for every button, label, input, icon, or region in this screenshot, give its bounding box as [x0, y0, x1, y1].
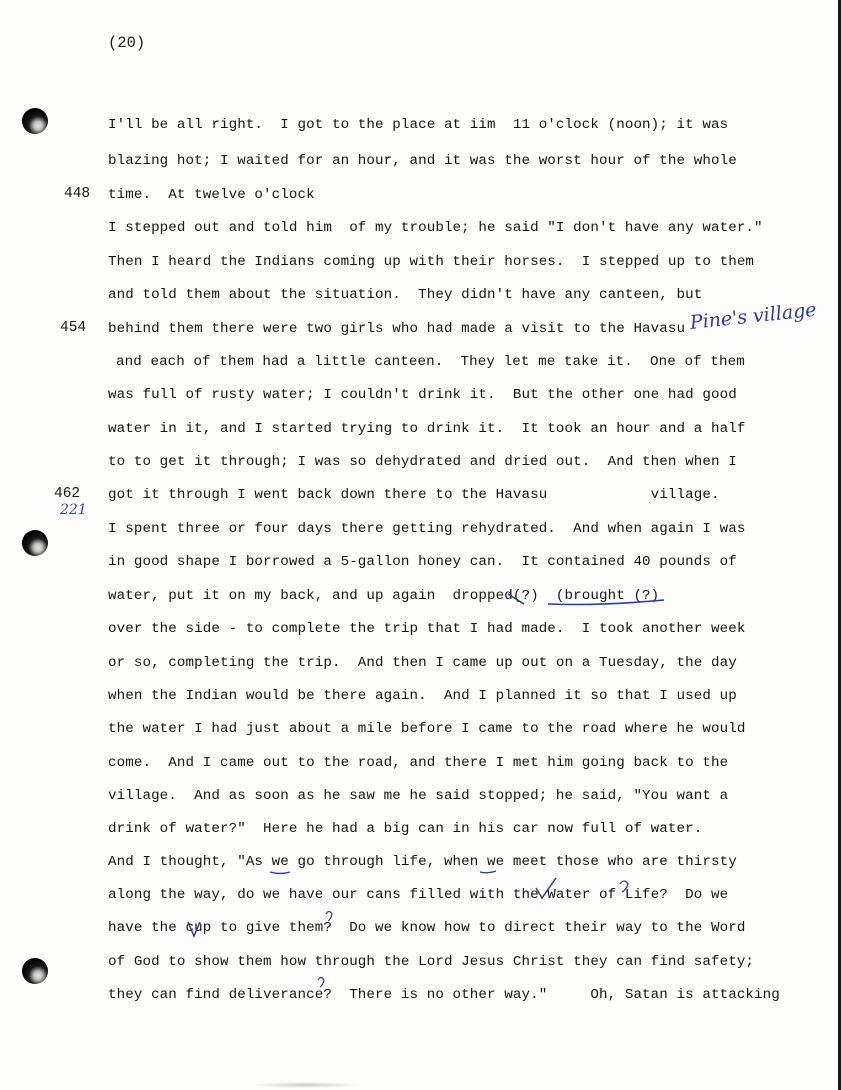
underline-mark: [270, 872, 290, 874]
text-line: got it through I went back down there to the Havasu village.: [108, 487, 720, 503]
scan-smudge: [250, 1082, 360, 1088]
margin-line-number: 462: [54, 486, 81, 502]
text-line: in good shape I borrowed a 5-gallon honey can. It contained 40 pounds of: [108, 554, 737, 570]
punch-hole: [22, 530, 48, 556]
text-line: I stepped out and told him of my trouble; he said "I don't have any water.": [108, 220, 763, 236]
text-line: behind them there were two girls who had made a visit to the Havasu: [108, 321, 686, 337]
text-line: water in it, and I started trying to drink it. It took an hour and a half: [108, 421, 746, 437]
text-line: have the cup to give them? Do we know how to direct their way to the Word: [108, 920, 746, 936]
question-mark: [318, 978, 324, 988]
text-line: was full of rusty water; I couldn't drink it. But the other one had good: [108, 387, 737, 403]
margin-line-number: 454: [60, 320, 87, 336]
text-line: of God to show them how through the Lord Jesus Christ they can find safety;: [108, 954, 755, 970]
margin-line-number: 448: [64, 186, 91, 202]
page-number: (20): [108, 34, 146, 52]
text-line: come. And I came out to the road, and there I met him going back to the: [108, 755, 729, 771]
text-line: and each of them had a little canteen. They let me take it. One of them: [116, 354, 745, 370]
text-line: drink of water?" Here he had a big can in his car now full of water.: [108, 821, 703, 837]
text-line: they can find deliverance? There is no other way." Oh, Satan is attacking: [108, 987, 780, 1003]
text-line: I'll be all right. I got to the place at iim 11 o'clock (noon); it was: [108, 117, 729, 133]
text-line: I spent three or four days there getting rehydrated. And when again I was: [108, 521, 746, 537]
punch-hole: [22, 958, 48, 984]
underline-mark: [480, 871, 496, 873]
text-line: along the way, do we have our cans filled with the Water of Life? Do we: [108, 887, 729, 903]
text-line: when the Indian would be there again. And I planned it so that I used up: [108, 688, 737, 704]
text-line: village. And as soon as he saw me he said stopped; he said, "You want a: [108, 788, 729, 804]
text-line: over the side - to complete the trip that I had made. I took another week: [108, 621, 746, 637]
text-line: or so, completing the trip. And then I came up out on a Tuesday, the day: [108, 655, 737, 671]
text-line: the water I had just about a mile before I came to the road where he would: [108, 721, 746, 737]
handwritten-annotation: Pine's village: [688, 298, 818, 334]
punch-hole: [22, 108, 48, 134]
text-line: Then I heard the Indians coming up with their horses. I stepped up to them: [108, 254, 755, 270]
text-line: to to get it through; I was so dehydrated and dried out. And then when I: [108, 454, 737, 470]
text-line: and told them about the situation. They didn't have any canteen, but: [108, 287, 703, 303]
text-line: time. At twelve o'clock: [108, 187, 315, 203]
text-line: water, put it on my back, and up again dropped(?) (brought (?): [108, 588, 660, 604]
text-line: blazing hot; I waited for an hour, and it was the worst hour of the whole: [108, 153, 737, 169]
margin-handwritten-number: 221: [60, 502, 87, 518]
text-line: And I thought, "As we go through life, when we meet those who are thirsty: [108, 854, 737, 870]
